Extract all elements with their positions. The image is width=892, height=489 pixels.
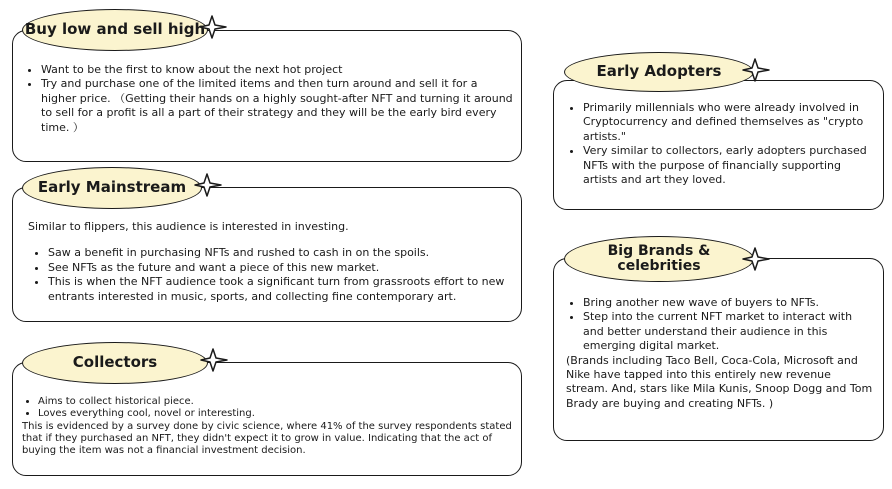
sparkle-icon [199, 347, 229, 373]
collectors-title-badge [22, 342, 208, 384]
list-item: • Saw a benefit in purchasing NFTs and rushed to cash in on the spoils. [48, 246, 514, 260]
sparkle-icon [741, 57, 771, 83]
big-brands-title: Big Brands & celebrities [607, 243, 711, 274]
big-brands-content [566, 296, 874, 411]
sparkle-icon [198, 14, 228, 40]
early-mainstream-title: Early Mainstream [37, 178, 187, 197]
list-item: • Aims to collect historical piece. [38, 396, 516, 408]
early-adopters-content [571, 101, 876, 187]
collectors-content [22, 396, 516, 457]
list-item: • This is when the NFT audience took a significant turn from grassroots effort to new entrants interested in music, sports, and collecting fine contemporary art. [48, 275, 514, 304]
early-mainstream-intro: Similar to flippers, this audience is interested in investing. [28, 220, 349, 233]
list-item: • Try and purchase one of the limited items and then turn around and sell it for a higher price. （Getting their hands on a highly sought-after NFT and turning it around to sell for a profit is all a part of their strategy and they will be the early bird every time. ） [41, 77, 514, 135]
early-adopters-title-badge [564, 52, 754, 92]
sparkle-icon [741, 246, 771, 272]
sparkle-icon [193, 172, 223, 198]
list-item: • Loves everything cool, novel or interesting. [38, 408, 516, 420]
collectors-title: Collectors [72, 353, 158, 372]
big-brands-title-badge [564, 236, 754, 282]
buy-low-content [28, 63, 514, 135]
list-item: • Bring another new wave of buyers to NFTs. [583, 296, 874, 310]
list-item: • Very similar to collectors, early adopters purchased NFTs with the purpose of financially supporting artists and art they loved. [583, 144, 876, 187]
early-mainstream-title-badge [22, 167, 202, 209]
list-item: • Step into the current NFT market to interact with and better understand their audience in this emerging digital market. [583, 310, 874, 353]
buy-low-title-badge [22, 9, 208, 51]
big-brands-note: (Brands including Taco Bell, Coca-Cola, Microsoft and Nike have tapped into this entirely new revenue stream. And, stars like Mila Kunis, Snoop Dogg and Tom Brady are buying and creating NFTs. ) [566, 353, 873, 410]
list-item: • Want to be the first to know about the next hot project [41, 63, 514, 77]
collectors-note: This is evidenced by a survey done by civic science, where 41% of the survey respondents stated that if they purchased an NFT, they didn't expect it to grow in value. Indicating that the act of buying the item was not a financial investment decision. [22, 420, 512, 457]
list-item: • Primarily millennials who were already involved in Cryptocurrency and defined themselves as "crypto artists." [583, 101, 876, 144]
early-adopters-title: Early Adopters [596, 62, 722, 81]
list-item: • See NFTs as the future and want a piece of this new market. [48, 261, 514, 275]
early-mainstream-content [28, 220, 514, 304]
buy-low-title: Buy low and sell high [24, 20, 206, 39]
